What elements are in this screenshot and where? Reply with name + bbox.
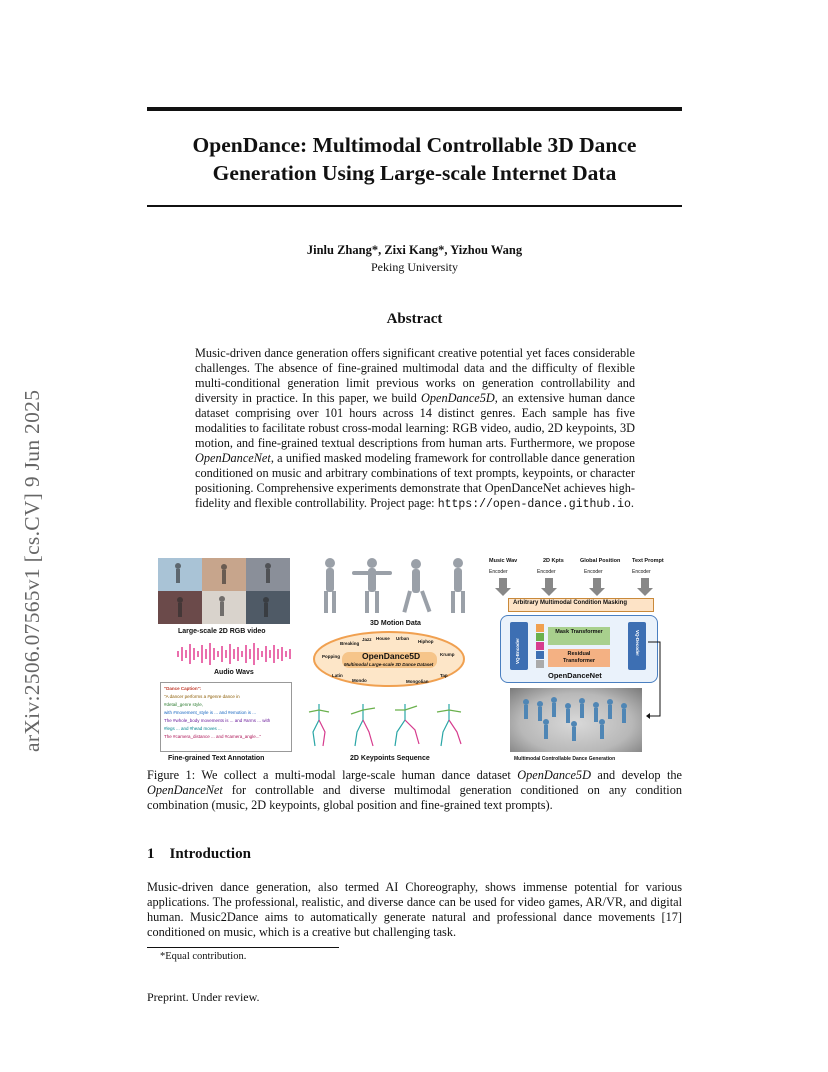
global-position-label: Global Position [580,558,621,564]
footnote: *Equal contribution. [160,951,247,962]
abstract-heading: Abstract [386,311,443,327]
generated-dancers [512,692,640,748]
genre-1: Breaking [340,641,360,646]
affiliation: Peking University [371,260,458,274]
genre-8: Latin [332,673,343,678]
title-line-2: Generation Using Large-scale Internet Data [212,161,617,185]
dataset-subtitle: Multimodal Large-scale 3D Dance Dataset [344,662,434,667]
genre-11: Tap [440,673,448,678]
intro-paragraph: Music-driven dance generation, also termed AI Choreography, shows immense potential for various applications. The professional, realistic, and diverse dance can be used for video games, AR/VR, and digital human. Music2Dance aims to automatically generate natural and professional dance movements [17] conditioned on music, which is a creative but challenging task. [147,880,682,939]
output-arrow [646,640,666,720]
rgb-video-label: Large-scale 2D RGB video [178,628,266,635]
encoder-text: Encoder [632,569,651,575]
genre-10: Mongolian [406,679,429,684]
audio-label: Audio Wavs [214,669,254,676]
text-annotation-box [160,682,292,752]
caption-line-6: #legs ... and #head moves ... [164,726,222,731]
motion-3d-figures [312,555,477,617]
caption-line-5: The #whole_body movements is ... and #arms ... with [164,718,271,723]
arxiv-stamp: arXiv:2506.07565v1 [cs.CV] 9 Jun 2025 [20,389,44,752]
rgb-video-mosaic [158,558,290,624]
keypoints-label: 2D Keypoints Sequence [350,755,430,762]
token-column [536,624,544,668]
text-prompt-label: Text Prompt [632,558,664,564]
genre-7: Krump [440,652,455,657]
encoder-position: Encoder [584,569,603,575]
dataset-name: OpenDance5D [421,391,495,405]
footer-note: Preprint. Under review. [147,990,260,1004]
audio-waveform [176,641,294,667]
genre-3: House [376,636,390,641]
motion-3d-label: 3D Motion Data [370,620,421,627]
genre-2: Jazz [362,637,372,642]
abstract-body: Music-driven dance generation offers significant creative potential yet faces considerable challenges. The absence of fine-grained multimodal data and the difficulty of flexible multi-conditional generation limit previous works on generation controllability and diversity in practice. In this paper, we build OpenDance5D, an extensive human dance dataset comprising over 101 hours across 14 distinct genres. Each sample has five modalities to facilitate robust cross-modal learning: RGB video, audio, 2D keypoints, 3D motion, and fine-grained textual descriptions from human arts. Furthermore, we propose OpenDanceNet, a unified masked modeling framework for controllable dance generation conditioned on music and arbitrary combinations of text prompts, keypoints, or character positioning. Comprehensive experiments demonstrate that OpenDanceNet achieves high-fidelity and flexible controllability. Project page: https://open-dance.github.io. [195,346,635,511]
figure-caption: Figure 1: We collect a multi-modal large-scale human dance dataset OpenDance5D and develop the OpenDanceNet for controllable and diverse multimodal generation conditioned on any condition combination (music, 2D keypoints, global position and fine-grained text prompts). [147,768,682,812]
encoder-music: Encoder [489,569,508,575]
title-bottom-rule [147,205,682,207]
caption-line-4: with #movement_style is ... and #emotion is ... [164,710,257,715]
paper-title [147,131,682,187]
caption-line-2: "A dancer performs a #genre dance in [164,694,240,699]
project-url[interactable]: https://open-dance.github.io [437,498,631,511]
mask-transformer-label: Mask Transformer [555,629,603,635]
caption-line-7: The #camera_distance ... and #camera_angle..." [164,734,262,739]
section-heading: 1 Introduction [147,846,251,862]
text-annotation-label: Fine-grained Text Annotation [168,755,265,762]
genre-4: Urban [396,636,410,641]
encoder-arrows [495,578,655,598]
keypoints-2d-figures [305,698,477,750]
vq-encoder-label: VQ-Encoder [515,637,520,664]
genre-6: Popping [322,654,340,659]
dataset-title: OpenDance5D [362,651,421,661]
caption-line-3: #detail_genre style, [164,702,204,707]
authors: Jinlu Zhang*, Zixi Kang*, Yizhou Wang [306,243,523,257]
output-caption: Multimodal Controllable Dance Generation [514,756,616,762]
title-top-rule [147,107,682,111]
masking-label: Arbitrary Multimodal Condition Masking [513,600,628,606]
music-wav-label: Music Wav [489,558,518,564]
residual-transformer-label: Residual Transformer [562,651,596,664]
title-line-1: OpenDance: Multimodal Controllable 3D Dance [192,133,637,157]
caption-line-1: "Dance Caption": [164,686,202,691]
encoder-kpts: Encoder [537,569,556,575]
dancer-silhouettes [158,558,290,624]
genre-9: Mondo [352,678,367,683]
net-name-label: OpenDanceNet [548,671,602,680]
model-name: OpenDanceNet [195,451,271,465]
kpts-2d-label: 2D Kpts [543,558,564,564]
genre-5: Hiphop [418,639,434,644]
footnote-rule [147,947,339,948]
vq-decoder-label: VQ-Decoder [635,630,640,657]
